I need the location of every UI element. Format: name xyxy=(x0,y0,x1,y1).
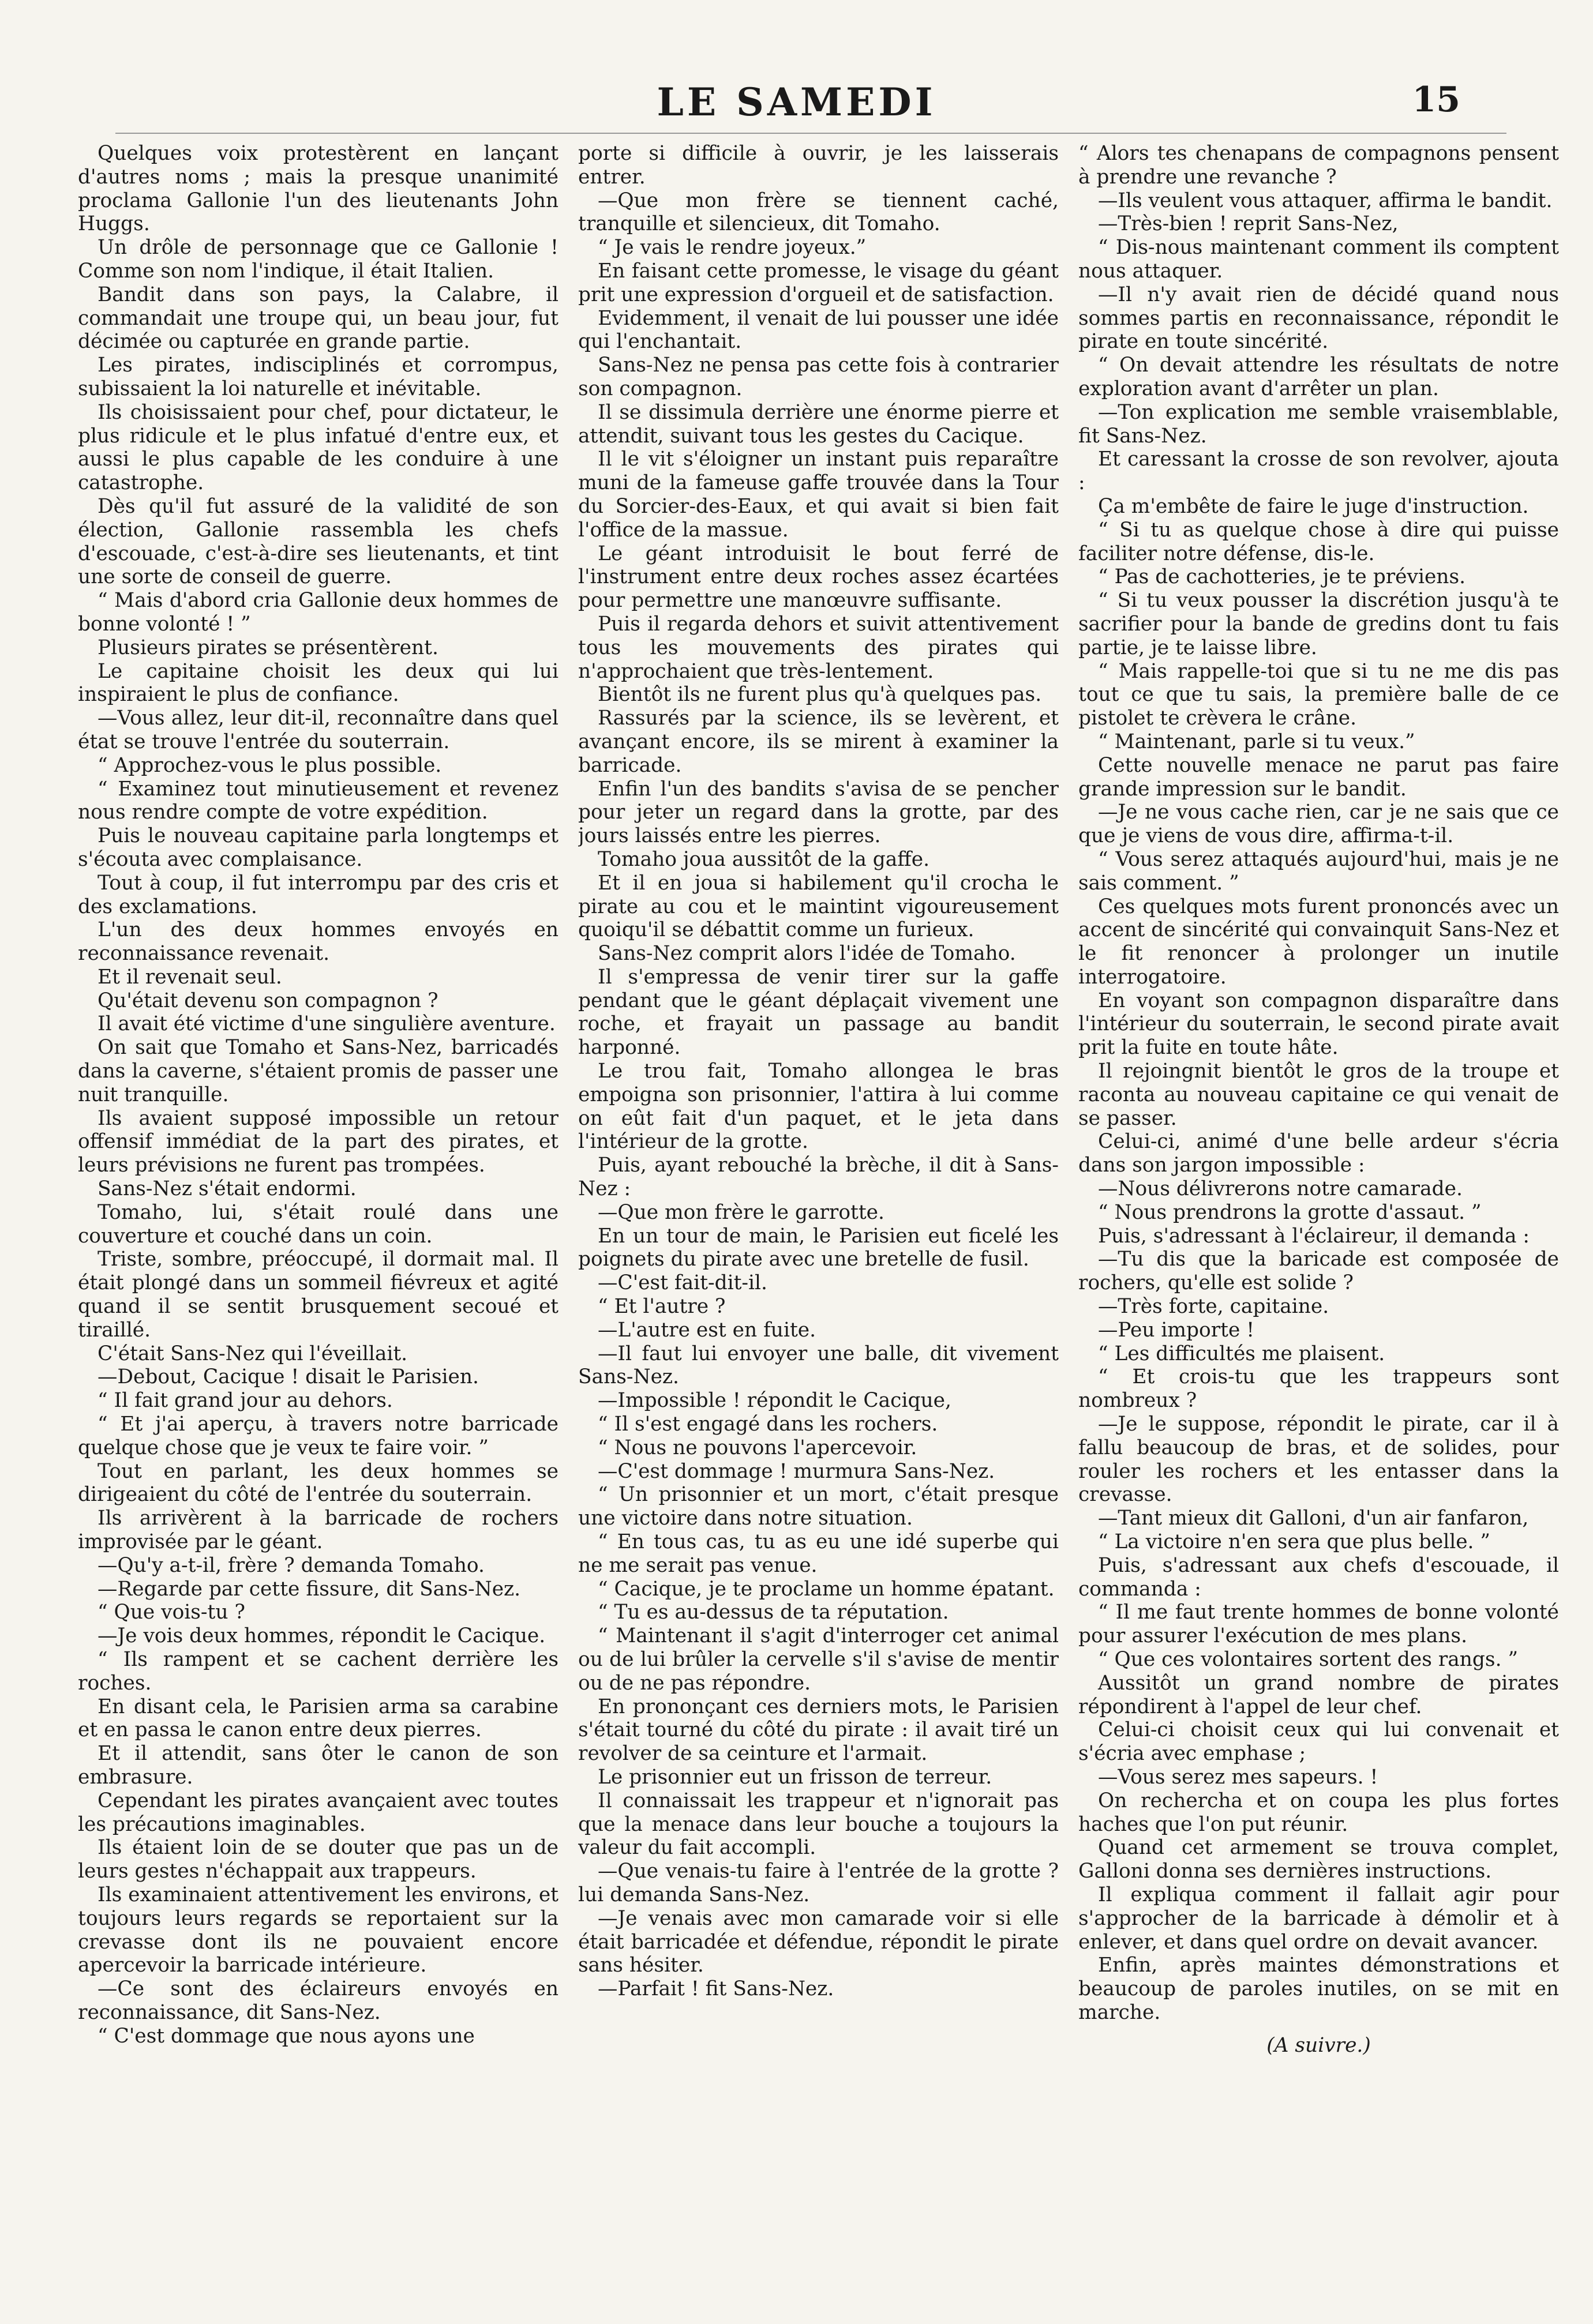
paragraph: —Qu'y a-t-il, frère ? demanda Tomaho. xyxy=(98,1553,485,1577)
paragraph: Enfin, après maintes démonstrations et beaucoup de paroles inutiles, on se mit en marche. xyxy=(1078,1954,1559,2024)
paragraph: Et il en joua si habilement qu'il crocha le pirate au cou et le maintint vigoureusement quoiqu'il se débattit comme un furieux. xyxy=(578,871,1059,942)
paragraph: Ils choisissaient pour chef, pour dictateur, le plus ridicule et le plus infatué d'entre eux, et aussi le plus capable de les conduire à une catastrophe. xyxy=(78,400,559,495)
paragraph: “ La victoire n'en sera que plus belle. ” xyxy=(1098,1530,1490,1554)
paragraph: —Que venais-tu faire à l'entrée de la grotte ? lui demanda Sans-Nez. xyxy=(578,1860,1059,1906)
paragraph: Cependant les pirates avançaient avec toutes les précautions imaginables. xyxy=(78,1789,559,1836)
paragraph: —Je venais avec mon camarade voir si elle était barricadée et défendue, répondit le pirate sans hésiter. xyxy=(578,1906,1059,1977)
paragraph: —Ton explication me semble vraisemblable, fit Sans-Nez. xyxy=(1078,400,1559,448)
header-rule xyxy=(115,133,1506,134)
paragraph: Il rejoingnit bientôt le gros de la troupe et raconta au nouveau capitaine ce qui venait de se passer. xyxy=(1078,1060,1559,1130)
paragraph: Evidemment, il venait de lui pousser une idée qui l'enchantait. xyxy=(578,306,1059,354)
paragraph: —Impossible ! répondit le Cacique, xyxy=(598,1389,951,1413)
paragraph: Un drôle de personnage que ce Gallonie ! Comme son nom l'indique, il était Italien. xyxy=(78,236,559,283)
paragraph: Le capitaine choisit les deux qui lui inspiraient le plus de confiance. xyxy=(78,659,559,707)
paragraph: —Très forte, capitaine. xyxy=(1098,1295,1329,1319)
paragraph: Sans-Nez comprit alors l'idée de Tomaho. xyxy=(598,942,1016,966)
paragraph: En faisant cette promesse, le visage du géant prit une expression d'orgueil et de satisfaction. xyxy=(578,259,1059,306)
paragraph: “ Il s'est engagé dans les rochers. xyxy=(598,1413,938,1436)
paragraph: “ Tu es au-dessus de ta réputation. xyxy=(598,1601,949,1624)
paragraph: “ Un prisonnier et un mort, c'était presque une victoire dans notre situation. xyxy=(578,1483,1059,1530)
paragraph: “ Si tu veux pousser la discrétion jusqu'à te sacrifier pour la bande de gredins dont tu fais partie, je te laisse libre. xyxy=(1078,589,1559,659)
text-column-1 xyxy=(78,142,559,2288)
paragraph: —Tu dis que la baricade est composée de rochers, qu'elle est solide ? xyxy=(1078,1248,1559,1295)
page-number: 15 xyxy=(1412,80,1460,120)
paragraph: Tomaho joua aussitôt de la gaffe. xyxy=(598,847,930,871)
paragraph: Il avait été victime d'une singulière aventure. xyxy=(98,1012,556,1036)
paragraph: Il le vit s'éloigner un instant puis reparaître muni de la fameuse gaffe trouvée dans la Tour du Sorcier-des-Eaux, et qui avait si bien fait l'office de la massue. xyxy=(578,448,1059,542)
paragraph: —Nous délivrerons notre camarade. xyxy=(1098,1177,1463,1201)
paragraph: Sans-Nez ne pensa pas cette fois à contrarier son compagnon. xyxy=(578,354,1059,400)
paragraph: “ Que vois-tu ? xyxy=(98,1601,245,1624)
paragraph: Les pirates, indisciplinés et corrompus, subissaient la loi naturelle et inévitable. xyxy=(78,354,559,400)
paragraph: Tout en parlant, les deux hommes se dirigeaient du côté de l'entrée du souterrain. xyxy=(78,1459,559,1507)
paragraph: “ Que ces volontaires sortent des rangs. ” xyxy=(1098,1648,1519,1671)
paragraph: —Debout, Cacique ! disait le Parisien. xyxy=(98,1365,479,1389)
paragraph: —Parfait ! fit Sans-Nez. xyxy=(598,1977,834,2001)
paragraph: Le prisonnier eut un frisson de terreur. xyxy=(598,1765,992,1789)
paragraph: “ Et crois-tu que les trappeurs sont nombreux ? xyxy=(1078,1365,1559,1413)
paragraph: “ Examinez tout minutieusement et revenez nous rendre compte de votre expédition. xyxy=(78,777,559,824)
paragraph: “ Maintenant, parle si tu veux.” xyxy=(1098,730,1415,753)
paragraph: —L'autre est en fuite. xyxy=(598,1318,816,1342)
paragraph: Puis il regarda dehors et suivit attentivement tous les mouvements des pirates qui n'approchaient que très-lentement. xyxy=(578,612,1059,683)
paragraph: Il connaissait les trappeur et n'ignorait pas que la menace dans leur bouche a toujours la valeur du fait accompli. xyxy=(578,1789,1059,1860)
paragraph: —Peu importe ! xyxy=(1098,1318,1255,1342)
paragraph: En prononçant ces derniers mots, le Parisien s'était tourné du côté du pirate : il avait tiré un revolver de sa ceinture et l'armait. xyxy=(578,1695,1059,1766)
paragraph: Et il attendit, sans ôter le canon de son embrasure. xyxy=(78,1742,559,1789)
paragraph: —Il faut lui envoyer une balle, dit vivement Sans-Nez. xyxy=(578,1342,1059,1389)
paragraph: “ Alors tes chenapans de compagnons pensent à prendre une revanche ? xyxy=(1078,142,1559,189)
paragraph: “ Cacique, je te proclame un homme épatant. xyxy=(598,1577,1055,1601)
paragraph: Puis, s'adressant à l'éclaireur, il demanda : xyxy=(1098,1224,1530,1248)
text-column-3 xyxy=(1078,142,1559,2288)
paragraph: C'était Sans-Nez qui l'éveillait. xyxy=(98,1342,408,1365)
paragraph: porte si difficile à ouvrir, je les laisserais entrer. xyxy=(578,142,1059,189)
paragraph: Il se dissimula derrière une énorme pierre et attendit, suivant tous les gestes du Cacique. xyxy=(578,400,1059,448)
paragraph: Bandit dans son pays, la Calabre, il commandait une troupe qui, un beau jour, fut décimée ou capturée en grande partie. xyxy=(78,283,559,354)
paragraph: L'un des deux hommes envoyés en reconnaissance revenait. xyxy=(78,918,559,966)
paragraph: Ils avaient supposé impossible un retour offensif immédiat de la part des pirates, et leurs prévisions ne furent pas trompées. xyxy=(78,1106,559,1177)
paragraph: Il expliqua comment il fallait agir pour s'approcher de la barricade à démolir et à enlever, et dans quel ordre on devait avancer. xyxy=(1078,1883,1559,1954)
paragraph: —Que mon frère le garrotte. xyxy=(598,1200,884,1224)
paragraph: “ Dis-nous maintenant comment ils comptent nous attaquer. xyxy=(1078,236,1559,283)
paragraph: Cette nouvelle menace ne parut pas faire grande impression sur le bandit. xyxy=(1078,753,1559,801)
paragraph: Triste, sombre, préoccupé, il dormait mal. Il était plongé dans un sommeil fiévreux et agité quand il se sentit brusquement secoué et tiraillé. xyxy=(78,1248,559,1342)
paragraph: “ Mais d'abord cria Gallonie deux hommes de bonne volonté ! ” xyxy=(78,589,559,636)
paragraph: Ils étaient loin de se douter que pas un de leurs gestes n'échappait aux trappeurs. xyxy=(78,1836,559,1883)
paragraph: “ Si tu as quelque chose à dire qui puisse faciliter notre défense, dis-le. xyxy=(1078,518,1559,565)
paragraph: —Je le suppose, répondit le pirate, car il à fallu beaucoup de bras, et de solides, pour rouler les rochers et les entasser dans la crevasse. xyxy=(1078,1413,1559,1507)
paragraph: “ Les difficultés me plaisent. xyxy=(1098,1342,1385,1365)
paragraph: Plusieurs pirates se présentèrent. xyxy=(98,636,438,659)
paragraph: “ On devait attendre les résultats de notre exploration avant d'arrêter un plan. xyxy=(1078,354,1559,400)
paragraph: “ Vous serez attaqués aujourd'hui, mais je ne sais comment. ” xyxy=(1078,847,1559,895)
paragraph: “ Ils rampent et se cachent derrière les roches. xyxy=(78,1648,559,1695)
paragraph: Puis, s'adressant aux chefs d'escouade, il commanda : xyxy=(1078,1553,1559,1601)
paragraph: —Vous serez mes sapeurs. ! xyxy=(1098,1765,1378,1789)
paragraph: Ces quelques mots furent prononcés avec un accent de sincérité qui convainquit Sans-Nez et le fit renoncer à prolonger un inutile interrogatoire. xyxy=(1078,895,1559,989)
paragraph: Qu'était devenu son compagnon ? xyxy=(98,989,438,1012)
paragraph: “ Pas de cachotteries, je te préviens. xyxy=(1098,565,1466,589)
paragraph: En voyant son compagnon disparaître dans l'intérieur du souterrain, le second pirate avait prit la fuite en toute hâte. xyxy=(1078,989,1559,1060)
paragraph: —Que mon frère se tiennent caché, tranquille et silencieux, dit Tomaho. xyxy=(578,189,1059,236)
paragraph: Et caressant la crosse de son revolver, ajouta : xyxy=(1078,448,1559,495)
paragraph: “ Nous ne pouvons l'apercevoir. xyxy=(598,1436,917,1459)
paragraph: Tout à coup, il fut interrompu par des cris et des exclamations. xyxy=(78,871,559,918)
paragraph: Quelques voix protestèrent en lançant d'autres noms ; mais la presque unanimité proclama Gallonie l'un des lieutenants John Huggs. xyxy=(78,142,559,236)
paragraph: Ça m'embête de faire le juge d'instruction. xyxy=(1098,494,1529,518)
paragraph: Ils arrivèrent à la barricade de rochers improvisée par le géant. xyxy=(78,1507,559,1554)
paragraph: On sait que Tomaho et Sans-Nez, barricadés dans la caverne, s'étaient promis de passer une nuit tranquille. xyxy=(78,1036,559,1106)
paragraph: “ Et j'ai aperçu, à travers notre barricade quelque chose que je veux te faire voir. ” xyxy=(78,1413,559,1459)
paragraph: Dès qu'il fut assuré de la validité de son élection, Gallonie rassembla les chefs d'escouade, c'est-à-dire ses lieutenants, et tint une sorte de conseil de guerre. xyxy=(78,494,559,589)
paragraph: On rechercha et on coupa les plus fortes haches que l'on put réunir. xyxy=(1078,1789,1559,1836)
paragraph: “ Il me faut trente hommes de bonne volonté pour assurer l'exécution de mes plans. xyxy=(1078,1601,1559,1648)
paragraph: “ En tous cas, tu as eu une idé superbe qui ne me serait pas venue. xyxy=(578,1530,1059,1577)
paragraph: Celui-ci choisit ceux qui lui convenait et s'écria avec emphase ; xyxy=(1078,1718,1559,1766)
paragraph: —Très-bien ! reprit Sans-Nez, xyxy=(1098,212,1399,236)
paragraph: Enfin l'un des bandits s'avisa de se pencher pour jeter un regard dans la grotte, par des jours laissés entre les pierres. xyxy=(578,777,1059,848)
paragraph: Le géant introduisit le bout ferré de l'instrument entre deux roches assez écartées pour permettre une manœuvre suffisante. xyxy=(578,542,1059,613)
paragraph: “ Maintenant il s'agit d'interroger cet animal ou de lui brûler la cervelle s'il s'avise de mentir ou de ne pas répondre. xyxy=(578,1624,1059,1695)
paragraph: “ C'est dommage que nous ayons une xyxy=(98,2024,475,2048)
paragraph: “ Et l'autre ? xyxy=(598,1295,726,1319)
page-title: LE SAMEDI xyxy=(657,80,936,125)
paragraph: Rassurés par la science, ils se levèrent, et avançant encore, ils se mirent à examiner la barricade. xyxy=(578,707,1059,777)
paragraph: Et il revenait seul. xyxy=(98,965,282,989)
paragraph: Il s'empressa de venir tirer sur la gaffe pendant que le géant déplaçait vivement une roche, et frayait un passage au bandit harponné. xyxy=(578,965,1059,1060)
paragraph: “ Nous prendrons la grotte d'assaut. ” xyxy=(1098,1200,1482,1224)
paragraph: Sans-Nez s'était endormi. xyxy=(98,1177,357,1201)
paragraph: Tomaho, lui, s'était roulé dans une couverture et couché dans un coin. xyxy=(78,1200,559,1248)
paragraph: Bientôt ils ne furent plus qu'à quelques pas. xyxy=(598,683,1042,707)
to-be-continued: (A suivre.) xyxy=(1266,2033,1371,2057)
paragraph: —Je ne vous cache rien, car je ne sais que ce que je viens de vous dire, affirma-t-il. xyxy=(1078,801,1559,848)
paragraph: Celui-ci, animé d'une belle ardeur s'écria dans son jargon impossible : xyxy=(1078,1130,1559,1177)
paragraph: “ Approchez-vous le plus possible. xyxy=(98,753,442,777)
paragraph: —Regarde par cette fissure, dit Sans-Nez. xyxy=(98,1577,521,1601)
paragraph: “ Je vais le rendre joyeux.” xyxy=(598,236,867,260)
paragraph: —Ce sont des éclaireurs envoyés en reconnaissance, dit Sans-Nez. xyxy=(78,1977,559,2024)
paragraph: Ils examinaient attentivement les environs, et toujours leurs regards se reportaient sur la crevasse dont ils ne pouvaient encore apercevoir la barricade intérieure. xyxy=(78,1883,559,1977)
paragraph: —Ils veulent vous attaquer, affirma le bandit. xyxy=(1098,189,1553,212)
paragraph: En disant cela, le Parisien arma sa carabine et en passa le canon entre deux pierres. xyxy=(78,1695,559,1742)
paragraph: Puis le nouveau capitaine parla longtemps et s'écouta avec complaisance. xyxy=(78,824,559,871)
paragraph: —C'est dommage ! murmura Sans-Nez. xyxy=(598,1459,995,1483)
paragraph: “ Il fait grand jour au dehors. xyxy=(98,1389,393,1413)
paragraph: —Tant mieux dit Galloni, d'un air fanfaron, xyxy=(1098,1507,1529,1530)
paragraph: Quand cet armement se trouva complet, Galloni donna ses dernières instructions. xyxy=(1078,1836,1559,1883)
paragraph: —Il n'y avait rien de décidé quand nous sommes partis en reconnaissance, répondit le pirate en toute sincérité. xyxy=(1078,283,1559,354)
text-column-2 xyxy=(578,142,1059,2288)
paragraph: —Vous allez, leur dit-il, reconnaître dans quel état se trouve l'entrée du souterrain. xyxy=(78,707,559,753)
paragraph: Puis, ayant rebouché la brèche, il dit à Sans-Nez : xyxy=(578,1154,1059,1201)
paragraph: —C'est fait-dit-il. xyxy=(598,1271,767,1295)
paragraph: En un tour de main, le Parisien eut ficelé les poignets du pirate avec une bretelle de fusil. xyxy=(578,1224,1059,1271)
paragraph: Le trou fait, Tomaho allongea le bras empoigna son prisonnier, l'attira à lui comme on eût fait d'un paquet, et le jeta dans l'intérieur de la grotte. xyxy=(578,1060,1059,1154)
page-header xyxy=(98,80,1495,126)
paragraph: Aussitôt un grand nombre de pirates répondirent à l'appel de leur chef. xyxy=(1078,1671,1559,1718)
paragraph: “ Mais rappelle-toi que si tu ne me dis pas tout ce que tu sais, la première balle de ce pistolet te crèvera le crâne. xyxy=(1078,659,1559,730)
paragraph: —Je vois deux hommes, répondit le Cacique. xyxy=(98,1624,546,1648)
